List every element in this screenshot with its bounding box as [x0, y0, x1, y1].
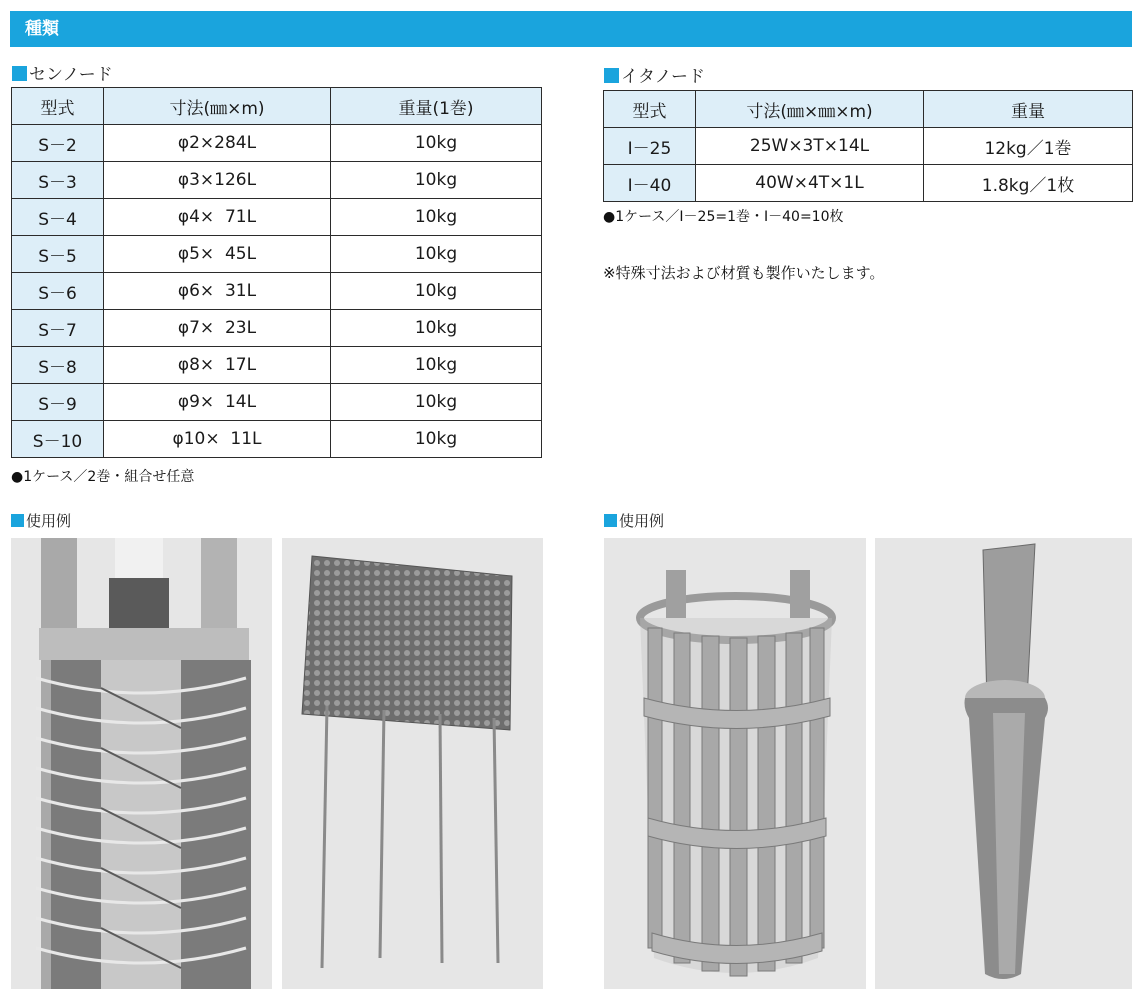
weight-cell: 10kg — [331, 310, 542, 347]
model-cell: I－40 — [604, 165, 696, 202]
col-header-weight: 重量 — [924, 91, 1133, 128]
weight-cell: 10kg — [331, 347, 542, 384]
dimensions-cell: φ4× 71L — [104, 199, 331, 236]
usage-left-heading — [11, 510, 71, 531]
col-header-model: 型式 — [12, 88, 104, 125]
model-cell: S－3 — [12, 162, 104, 199]
table-row — [12, 199, 542, 236]
weight-cell: 10kg — [331, 199, 542, 236]
table-row — [12, 310, 542, 347]
weight-cell: 12kg／1巻 — [924, 128, 1133, 165]
table-row — [604, 128, 1133, 165]
square-bullet-icon — [604, 68, 619, 83]
col-header-dimensions: 寸法(㎜×m) — [104, 88, 331, 125]
table-header-row — [604, 91, 1133, 128]
model-cell: S－2 — [12, 125, 104, 162]
col-header-dimensions: 寸法(㎜×㎜×m) — [696, 91, 924, 128]
model-cell: S－4 — [12, 199, 104, 236]
col-header-model: 型式 — [604, 91, 696, 128]
sen-anode-heading — [12, 60, 113, 85]
model-cell: S－9 — [12, 384, 104, 421]
table-row — [12, 236, 542, 273]
table-row — [12, 347, 542, 384]
section-header-title: 種類 — [25, 19, 59, 39]
sen-anode-title: センノード — [29, 65, 113, 85]
custom-order-remark: ※特殊寸法および材質も製作いたします。 — [603, 264, 885, 282]
model-cell: I－25 — [604, 128, 696, 165]
model-cell: S－8 — [12, 347, 104, 384]
weight-cell: 10kg — [331, 421, 542, 458]
dimensions-cell: φ10× 11L — [104, 421, 331, 458]
col-header-weight: 重量(1巻) — [331, 88, 542, 125]
square-bullet-icon — [604, 514, 617, 527]
strip-cage-anode-photo — [604, 538, 866, 989]
dimensions-cell: φ2×284L — [104, 125, 331, 162]
usage-right-heading — [604, 510, 664, 531]
square-bullet-icon — [12, 66, 27, 81]
sen-anode-note: ●1ケース／2巻・組合せ任意 — [11, 469, 195, 485]
usage-left-title: 使用例 — [26, 512, 72, 530]
dimensions-cell: 40W×4T×1L — [696, 165, 924, 202]
weight-cell: 10kg — [331, 384, 542, 421]
model-cell: S－5 — [12, 236, 104, 273]
weight-cell: 10kg — [331, 125, 542, 162]
dimensions-cell: φ9× 14L — [104, 384, 331, 421]
table-row — [12, 125, 542, 162]
ita-anode-note: ●1ケース／I－25=1巻・I－40=10枚 — [603, 209, 844, 225]
dimensions-cell: φ5× 45L — [104, 236, 331, 273]
square-bullet-icon — [11, 514, 24, 527]
ita-anode-heading — [604, 62, 705, 87]
table-row — [12, 273, 542, 310]
table-row — [12, 421, 542, 458]
weight-cell: 10kg — [331, 236, 542, 273]
dimensions-cell: φ3×126L — [104, 162, 331, 199]
weight-cell: 1.8kg／1枚 — [924, 165, 1133, 202]
table-row — [604, 165, 1133, 202]
weight-cell: 10kg — [331, 162, 542, 199]
dimensions-cell: 25W×3T×14L — [696, 128, 924, 165]
ita-anode-title: イタノード — [621, 67, 705, 87]
dimensions-cell: φ7× 23L — [104, 310, 331, 347]
mesh-plate-anode-photo — [282, 538, 543, 989]
dimensions-cell: φ6× 31L — [104, 273, 331, 310]
dimensions-cell: φ8× 17L — [104, 347, 331, 384]
weight-cell: 10kg — [331, 273, 542, 310]
table-header-row — [12, 88, 542, 125]
model-cell: S－7 — [12, 310, 104, 347]
wire-anode-pipe-photo — [11, 538, 272, 989]
section-header-bar — [10, 11, 1132, 47]
ita-anode-table — [603, 90, 1133, 202]
table-row — [12, 384, 542, 421]
usage-right-title: 使用例 — [619, 512, 665, 530]
model-cell: S－6 — [12, 273, 104, 310]
model-cell: S－10 — [12, 421, 104, 458]
plate-anode-cylinder-photo — [875, 538, 1132, 989]
table-row — [12, 162, 542, 199]
sen-anode-table — [11, 87, 542, 458]
